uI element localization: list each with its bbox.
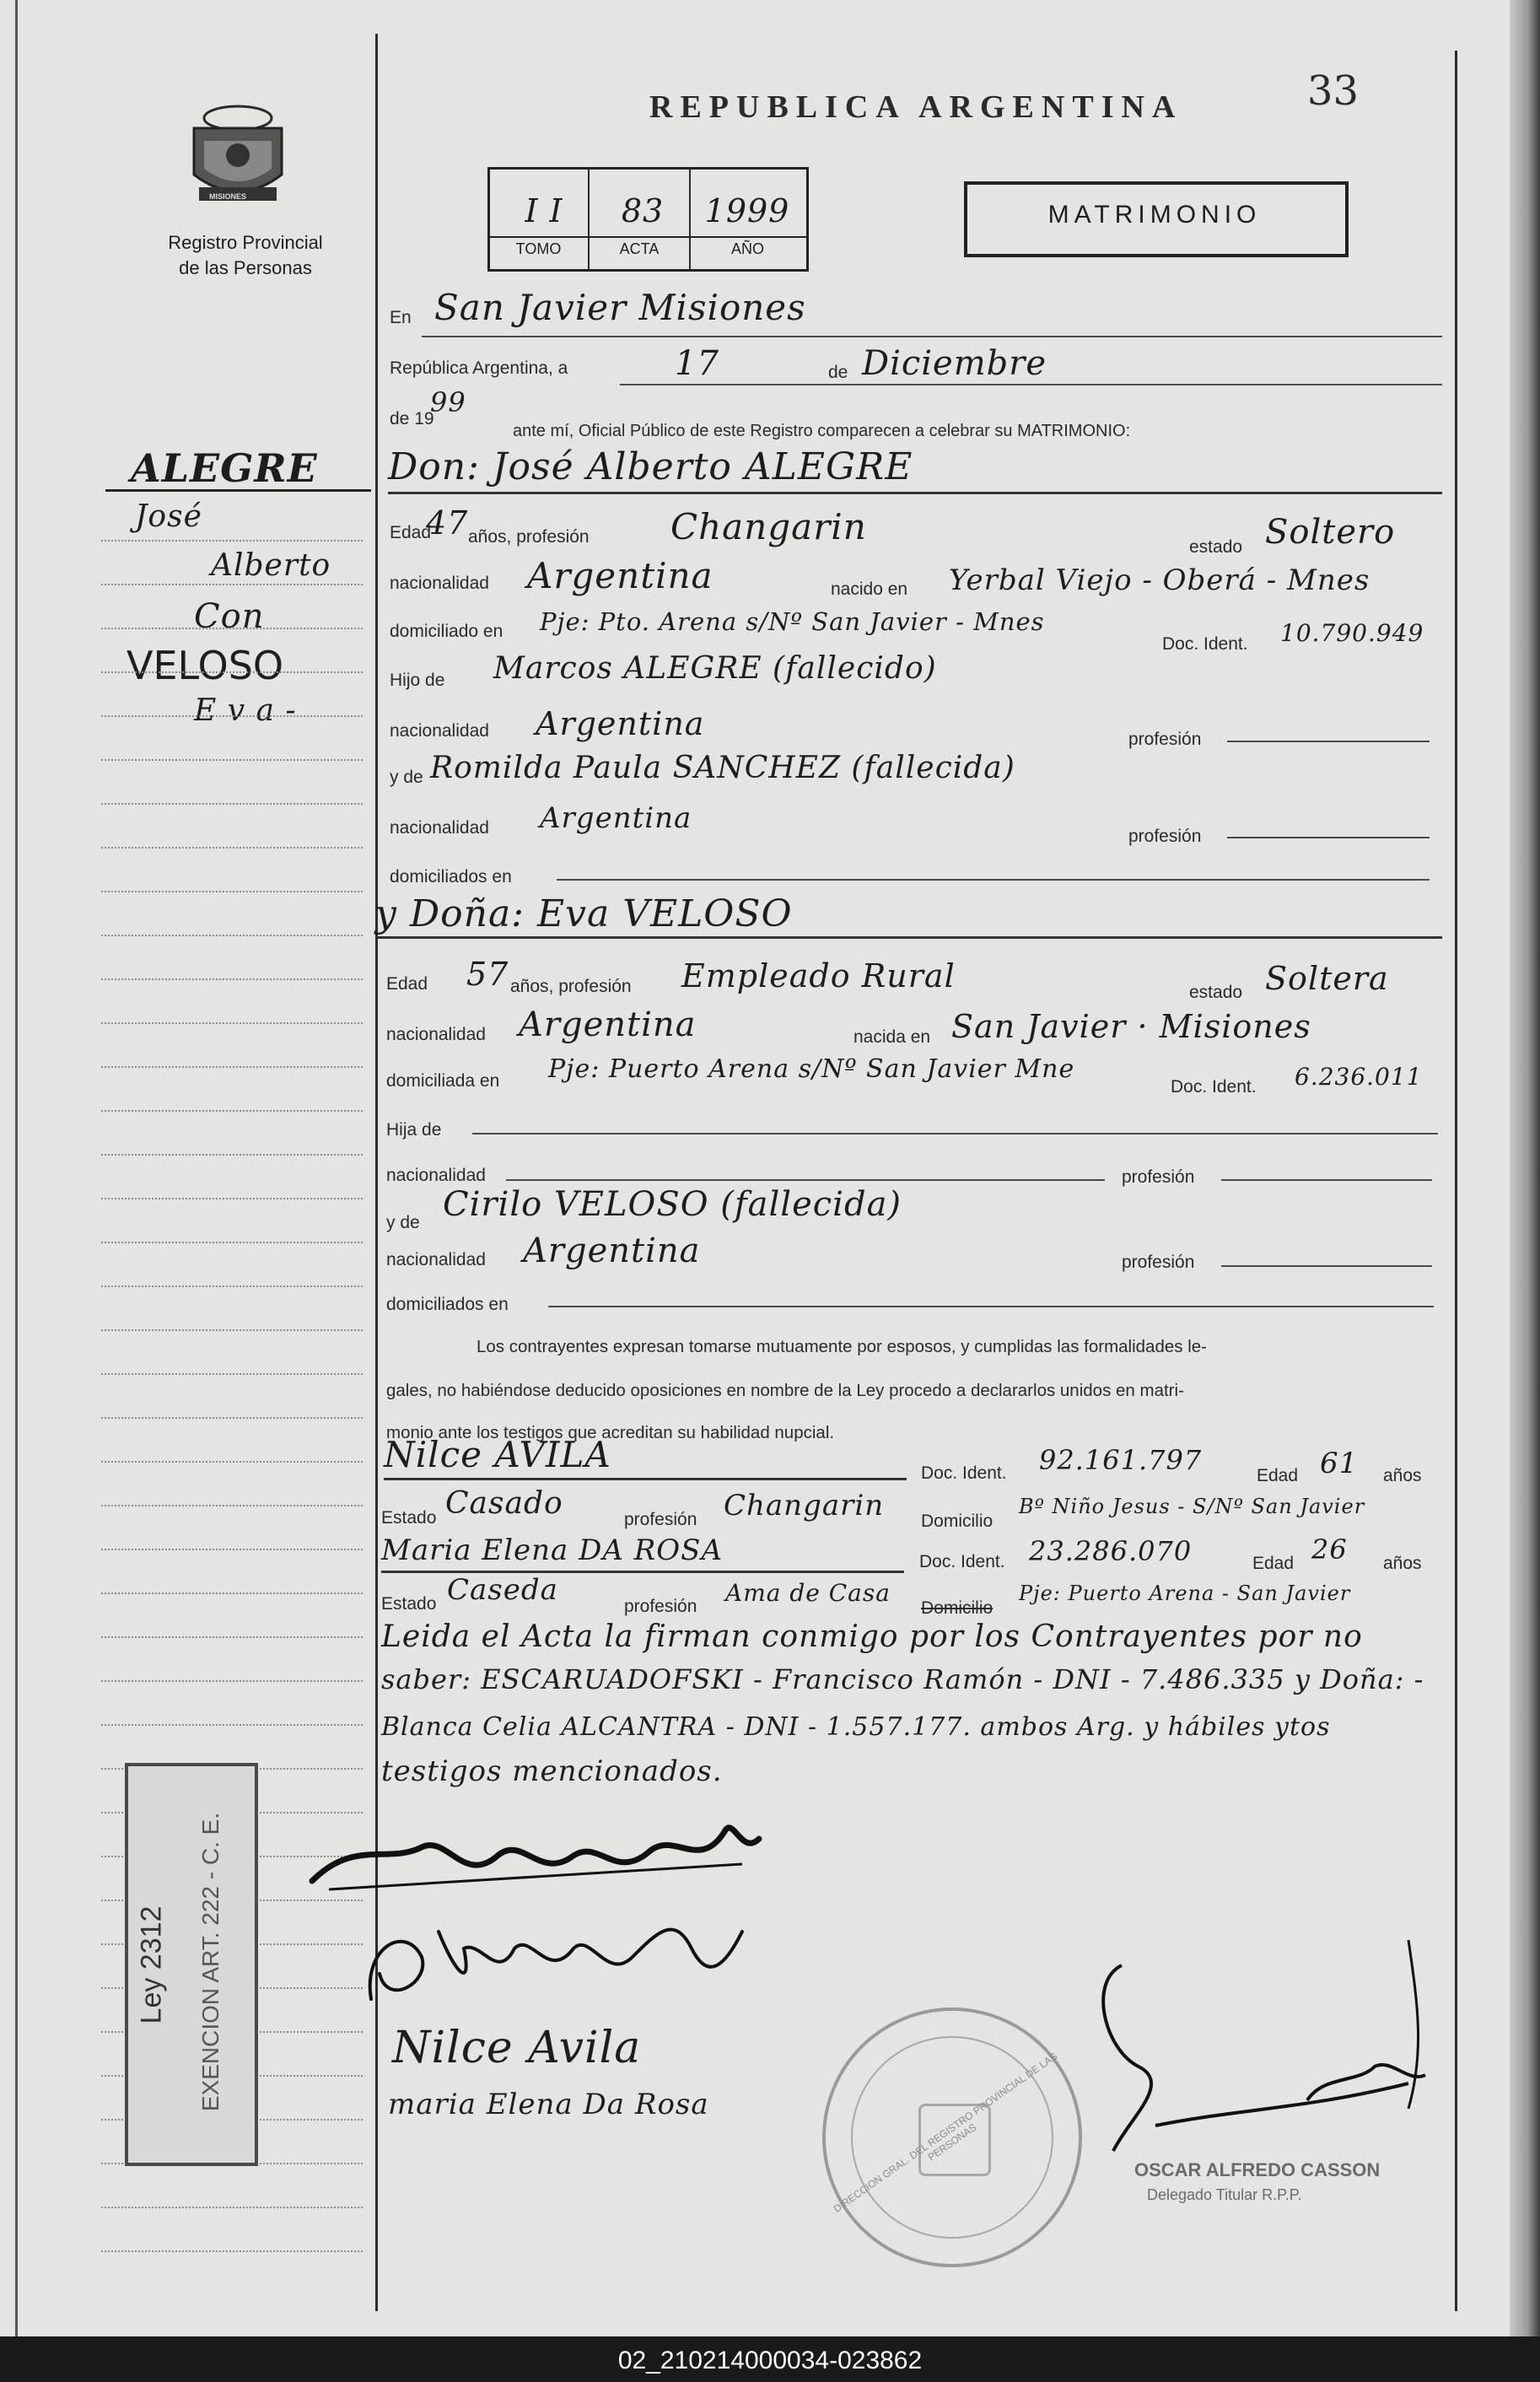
witness2-domicilio: Pje: Puerto Arena - San Javier (1019, 1582, 1351, 1605)
year-suffix: 99 (430, 386, 466, 418)
witness1-name-line (384, 1478, 907, 1480)
margin-ruled-line (101, 891, 363, 892)
groom-estado: Soltero (1265, 513, 1396, 552)
groom-profesion: Changarin (670, 506, 867, 547)
bride-edad-label: Edad (386, 974, 428, 994)
witness2-doc: 23.286.070 (1029, 1535, 1193, 1567)
witness1-domicilio: Bº Niño Jesus - S/Nº San Javier (1019, 1495, 1365, 1518)
margin-ruled-line (101, 1022, 363, 1024)
margin-ruled-line (101, 1242, 363, 1243)
groom-domicilio-label: domiciliado en (390, 622, 503, 641)
en-label: En (390, 308, 412, 327)
de-label: de (828, 363, 848, 382)
bride-parent-nac: Argentina (523, 1231, 701, 1270)
margin-ruled-line (101, 1505, 363, 1506)
date-line (620, 384, 1442, 385)
bride-intro: y Doña: Eva VELOSO (375, 892, 793, 935)
bride-prof1-label: profesión (1122, 1167, 1195, 1187)
margin-bride-surname: VELOSO (127, 643, 284, 688)
margin-underline (105, 489, 371, 492)
margin-bride-name: E v a - (194, 693, 297, 728)
acta-value: 83 (621, 192, 665, 229)
bride-nacida-label: nacida en (853, 1027, 931, 1047)
witness2-doc-label: Doc. Ident. (919, 1552, 1005, 1571)
right-border-line (1455, 51, 1457, 2311)
groom-domicilio: Pje: Pto. Arena s/Nº San Javier - Mnes (540, 607, 1045, 636)
bride-domicilio: Pje: Puerto Arena s/Nº San Javier Mne (548, 1054, 1075, 1084)
margin-connector: Con (194, 597, 265, 636)
witness1-doc: 92.161.797 (1039, 1444, 1203, 1476)
registry-name-line2: de las Personas (179, 257, 312, 278)
margin-ruled-line (101, 803, 363, 805)
father-label: Hijo de (390, 671, 445, 690)
margin-ruled-line (101, 1198, 363, 1199)
ley-stamp-line1: Ley 2312 (135, 1905, 168, 2024)
bride-parent-label: y de (386, 1213, 420, 1232)
witness2-edad: 26 (1311, 1533, 1348, 1566)
signature-scrawl-2 (354, 1898, 759, 2024)
mother-nac-label: nacionalidad (390, 818, 489, 838)
witness2-name: Maria Elena DA ROSA (381, 1533, 724, 1567)
footer-filename: 02_210214000034-023862 (617, 2347, 923, 2374)
page-number: 33 (1307, 67, 1360, 115)
note-line1: Leida el Acta la firman conmigo por los Contrayentes por no (381, 1619, 1363, 1654)
rep-label: República Argentina, a (390, 358, 568, 378)
margin-ruled-line (101, 2250, 363, 2252)
margin-groom-surname: ALEGRE (131, 445, 318, 491)
registry-name-line1: Registro Provincial (168, 232, 323, 253)
record-type-label: MATRIMONIO (1047, 201, 1262, 229)
bride-edad: 57 (466, 956, 509, 993)
witness1-edad-label: Edad (1257, 1466, 1299, 1485)
witness1-name: Nilce AVILA (384, 1434, 611, 1475)
place-line (422, 336, 1442, 337)
margin-ruled-line (101, 2207, 363, 2208)
bride-hija-label: Hija de (386, 1120, 442, 1140)
witness2-estado: Caseda (447, 1573, 558, 1607)
groom-edad: 47 (426, 504, 469, 542)
margin-ruled-line (101, 584, 363, 585)
margin-ruled-line (101, 1154, 363, 1156)
note-line2: saber: ESCARUADOFSKI - Francisco Ramón - DNI - 7.486.335 y Doña: - (381, 1663, 1424, 1695)
groom-nacido: Yerbal Viejo - Oberá - Mnes (949, 563, 1370, 597)
bride-profesion: Empleado Rural (681, 957, 956, 994)
father-nac-label: nacionalidad (390, 721, 489, 741)
bride-estado: Soltera (1265, 960, 1389, 997)
signature-witness1: Nilce Avila (392, 2023, 642, 2073)
bride-intro-line (375, 936, 1442, 939)
note-line3: Blanca Celia ALCANTRA - DNI - 1.557.177. ambos Arg. y hábiles ytos (381, 1712, 1331, 1742)
ano-label: AÑO (730, 240, 764, 257)
bride-prof1-line (1221, 1179, 1432, 1181)
ley-stamp-line2: EXENCION ART. 222 - C. E. (197, 1812, 223, 2112)
witness1-edad: 61 (1320, 1447, 1359, 1480)
groom-nacionalidad: Argentina (527, 555, 713, 596)
witness1-doc-label: Doc. Ident. (921, 1463, 1007, 1483)
bride-estado-label: estado (1189, 983, 1243, 1002)
country-title: REPUBLICA ARGENTINA (649, 89, 1183, 125)
margin-ruled-line (101, 759, 363, 761)
margin-ruled-line (101, 1724, 363, 1726)
bride-nac1-label: nacionalidad (386, 1166, 486, 1185)
margin-ruled-line (101, 1285, 363, 1287)
bride-parent-prof-label: profesión (1122, 1253, 1195, 1272)
mother-name: Romilda Paula SANCHEZ (fallecida) (430, 751, 1015, 785)
margin-ruled-line (101, 1592, 363, 1594)
margin-ruled-line (101, 1110, 363, 1112)
margin-ruled-line (101, 1636, 363, 1638)
margin-ruled-line (101, 1329, 363, 1331)
marriage-statement: ante mí, Oficial Público de este Registro comparecen a celebrar su MATRIMONIO: (513, 422, 1131, 440)
bride-domicilio-label: domiciliada en (386, 1071, 500, 1091)
margin-ruled-line (101, 1373, 363, 1375)
margin-ruled-line (101, 1461, 363, 1463)
groom-doc-label: Doc. Ident. (1162, 634, 1248, 654)
groom-nacionalidad-label: nacionalidad (390, 574, 489, 593)
month-value: Diciembre (862, 344, 1047, 383)
bride-nacionalidad-label: nacionalidad (386, 1025, 486, 1044)
witness1-estado-label: Estado (381, 1508, 437, 1528)
official-name: OSCAR ALFREDO CASSON (1134, 2159, 1381, 2180)
seal-text: DIRECCION GRAL. DEL REGISTRO PROVINCIAL DE LAS PERSONAS (831, 2050, 1060, 2215)
tomo-value: I I (525, 192, 563, 229)
tomo-label: TOMO (515, 240, 562, 257)
bride-hija-line (472, 1133, 1438, 1134)
bride-parent-nac-label: nacionalidad (386, 1250, 486, 1269)
emblem-text: MISIONES (209, 192, 247, 201)
witness2-estado-label: Estado (381, 1594, 437, 1614)
groom-estado-label: estado (1189, 537, 1243, 557)
declaration-line3: monio ante los testigos que acreditan su habilidad nupcial. (386, 1423, 835, 1442)
margin-ruled-line (101, 715, 363, 717)
margin-groom-name1: José (135, 499, 202, 534)
signature-witness2: maria Elena Da Rosa (388, 2088, 709, 2121)
day-value: 17 (675, 344, 719, 383)
page-edge (1510, 0, 1540, 2336)
bride-dom-line (548, 1306, 1434, 1307)
margin-ruled-line (101, 1680, 363, 1682)
groom-anos-label: años, profesión (468, 527, 590, 547)
margin-ruled-line (101, 671, 363, 673)
mother-nac: Argentina (540, 801, 692, 835)
declaration-line2: gales, no habiéndose deducido oposiciones en nombre de la Ley procedo a declararlos unidos en matri- (386, 1381, 1184, 1400)
ano-value: 1999 (704, 192, 790, 229)
declaration-line1: Los contrayentes expresan tomarse mutuamente por esposos, y cumplidas las formalidades le- (477, 1337, 1207, 1356)
parents-dom-line (557, 879, 1430, 881)
bride-doc-label: Doc. Ident. (1171, 1077, 1257, 1097)
groom-intro-line (388, 492, 1442, 494)
official-title: Delegado Titular R.P.P. (1147, 2186, 1302, 2203)
acta-label: ACTA (619, 240, 660, 257)
father-prof-line (1227, 741, 1430, 742)
witness2-prof-label: profesión (624, 1597, 697, 1616)
bride-dom-label: domiciliados en (386, 1295, 509, 1314)
bride-anos-label: años, profesión (510, 977, 632, 996)
official-signature (1054, 1915, 1442, 2185)
witness2-edad-label: Edad (1252, 1554, 1295, 1573)
witness1-profesion: Changarin (724, 1489, 885, 1522)
bride-nacida: San Javier · Misiones (951, 1008, 1311, 1045)
year-prefix: de 19 (390, 409, 434, 428)
bride-nacionalidad: Argentina (519, 1005, 697, 1044)
record-box-rule (487, 236, 806, 238)
left-edge-line (15, 0, 18, 2336)
groom-intro: Don: José Alberto ALEGRE (388, 445, 913, 488)
witness2-profesion: Ama de Casa (725, 1579, 891, 1607)
margin-ruled-line (101, 1417, 363, 1419)
father-name: Marcos ALEGRE (fallecido) (493, 651, 937, 686)
father-prof-label: profesión (1128, 730, 1202, 749)
parents-dom-label: domiciliados en (390, 867, 512, 887)
witness1-dom-label: Domicilio (921, 1512, 993, 1531)
margin-ruled-line (101, 628, 363, 629)
witness1-estado: Casado (445, 1486, 563, 1521)
margin-ruled-line (101, 1066, 363, 1068)
groom-edad-label: Edad (390, 523, 432, 542)
mother-label: y de (390, 768, 423, 787)
witness1-prof-label: profesión (624, 1510, 697, 1529)
groom-doc: 10.790.949 (1280, 619, 1424, 647)
bride-parent-prof-line (1221, 1265, 1432, 1267)
groom-nacido-label: nacido en (831, 579, 908, 599)
mother-prof-label: profesión (1128, 827, 1202, 846)
margin-ruled-line (101, 978, 363, 980)
bride-doc: 6.236.011 (1295, 1063, 1423, 1091)
note-line4: testigos mencionados. (381, 1754, 723, 1788)
bride-nac1-line (506, 1179, 1105, 1181)
margin-ruled-line (101, 935, 363, 936)
mother-prof-line (1227, 837, 1430, 838)
margin-ruled-line (101, 847, 363, 849)
bride-parent: Cirilo VELOSO (fallecida) (443, 1185, 902, 1224)
witness1-anos-label: años (1383, 1466, 1422, 1485)
margin-ruled-line (101, 540, 363, 542)
margin-groom-name2: Alberto (211, 548, 331, 583)
margin-ruled-line (101, 1549, 363, 1550)
place-value: San Javier Misiones (434, 287, 806, 328)
father-nac: Argentina (536, 705, 705, 742)
witness2-anos-label: años (1383, 1554, 1422, 1573)
witness2-dom-label: Domicilio (921, 1598, 993, 1618)
